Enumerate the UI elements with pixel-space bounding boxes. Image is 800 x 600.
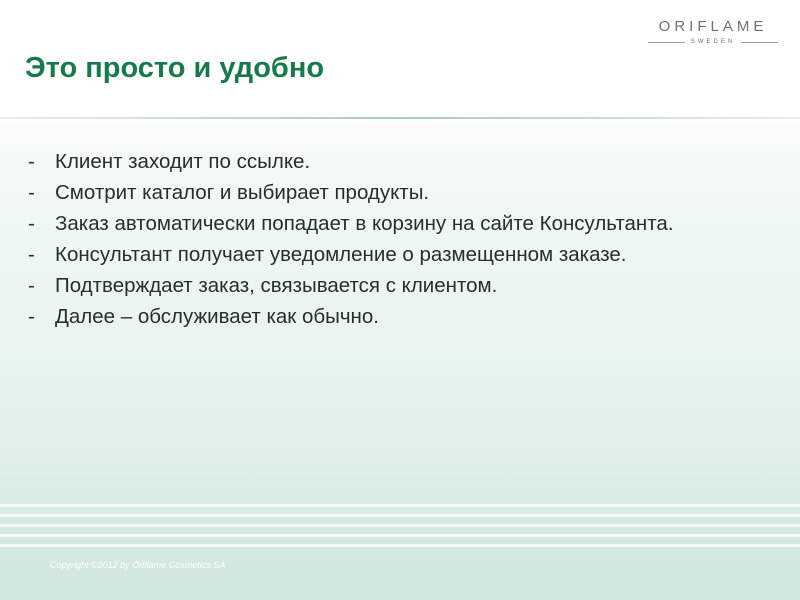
stripe-line bbox=[0, 534, 800, 537]
brand-logo bbox=[648, 18, 778, 46]
list-item bbox=[28, 208, 728, 239]
list-item-text: Подтверждает заказ, связывается с клиентом. bbox=[55, 274, 498, 297]
bullet-dash: - bbox=[28, 212, 35, 235]
decorative-stripes bbox=[0, 504, 800, 554]
list-item bbox=[28, 177, 728, 208]
bullet-dash: - bbox=[28, 305, 35, 328]
list-item bbox=[28, 270, 728, 301]
list-item-text: Заказ автоматически попадает в корзину на сайте Консультанта. bbox=[55, 212, 674, 235]
copyright-footer: Copyright ©2012 by Oriflame Cosmetics SA bbox=[50, 560, 226, 570]
logo-rule-left bbox=[648, 42, 685, 43]
logo-rule-right bbox=[741, 42, 778, 43]
bullet-dash: - bbox=[28, 150, 35, 173]
bullet-dash: - bbox=[28, 274, 35, 297]
list-item-text: Смотрит каталог и выбирает продукты. bbox=[55, 181, 430, 204]
slide-header bbox=[0, 0, 800, 118]
list-item bbox=[28, 301, 728, 332]
bullet-dash: - bbox=[28, 243, 35, 266]
list-item-text: Далее – обслуживает как обычно. bbox=[55, 305, 379, 328]
stripe-line bbox=[0, 524, 800, 527]
bullet-list bbox=[28, 146, 728, 332]
list-item-text: Консультант получает уведомление о размещенном заказе. bbox=[55, 243, 627, 266]
bullet-dash: - bbox=[28, 181, 35, 204]
logo-subline bbox=[648, 38, 778, 46]
list-item bbox=[28, 146, 728, 177]
list-item-text: Клиент заходит по ссылке. bbox=[55, 150, 311, 173]
stripe-line bbox=[0, 504, 800, 507]
slide-title: Это просто и удобно bbox=[25, 52, 325, 84]
list-item bbox=[28, 239, 728, 270]
stripe-line bbox=[0, 544, 800, 547]
stripe-line bbox=[0, 514, 800, 517]
header-divider bbox=[0, 117, 800, 119]
logo-subtitle: SWEDEN bbox=[690, 39, 736, 45]
logo-wordmark: ORIFLAME bbox=[658, 18, 768, 35]
